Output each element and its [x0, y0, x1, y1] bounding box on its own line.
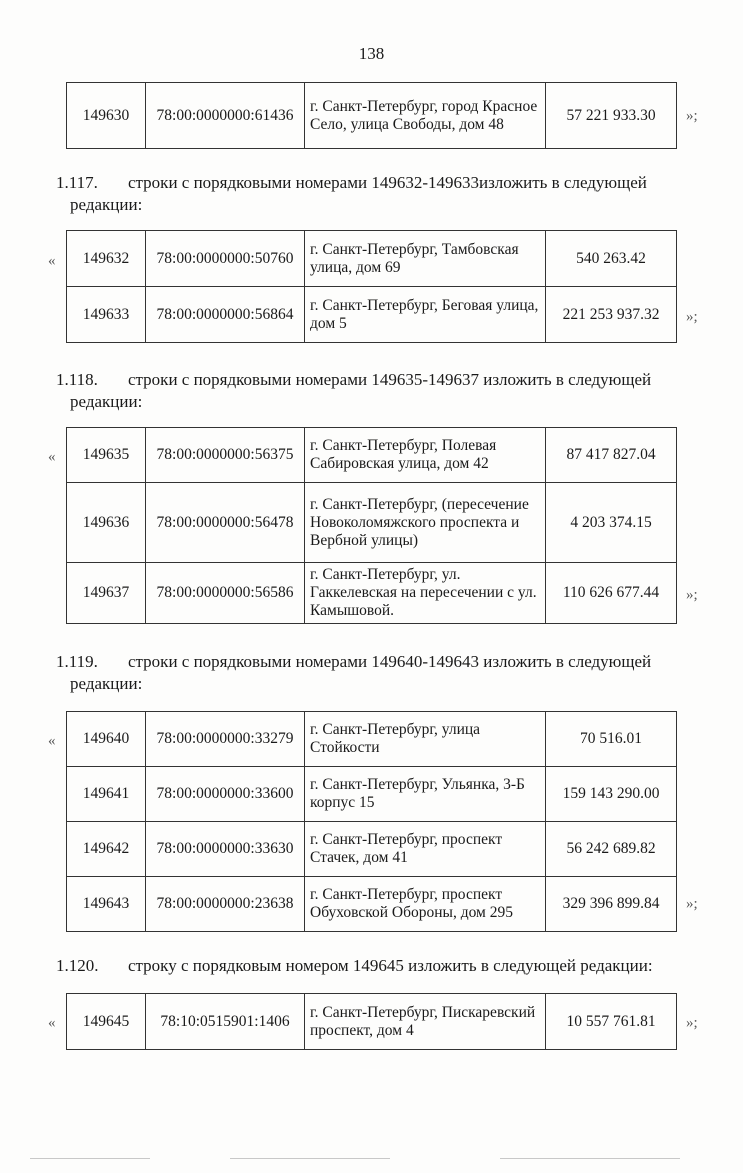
address: г. Санкт-Петербург, проспект Стачек, дом 41	[305, 822, 546, 877]
cadastral-number: 78:00:0000000:61436	[146, 83, 305, 149]
table-row	[67, 287, 677, 343]
section-number: 1.119.	[56, 652, 98, 671]
cadastral-value: 4 203 374.15	[546, 483, 677, 563]
address: г. Санкт-Петербург, проспект Обуховской Обороны, дом 295	[305, 877, 546, 932]
cadastral-value: 110 626 677.44	[546, 563, 677, 624]
section-text-cont: редакции:	[70, 392, 143, 411]
opening-quote: «	[48, 1015, 56, 1031]
cadastral-number: 78:10:0515901:1406	[146, 994, 305, 1050]
table-row	[67, 483, 677, 563]
cadastral-number: 78:00:0000000:50760	[146, 231, 305, 287]
table-2	[66, 427, 677, 624]
address: г. Санкт-Петербург, город Красное Село, улица Свободы, дом 48	[305, 83, 546, 149]
row-number: 149637	[67, 563, 146, 624]
section-number: 1.118.	[56, 370, 98, 389]
address: г. Санкт-Петербург, Тамбовская улица, дом 69	[305, 231, 546, 287]
cadastral-value: 540 263.42	[546, 231, 677, 287]
table-row	[67, 767, 677, 822]
closing-quote: »;	[686, 108, 698, 124]
cadastral-value: 56 242 689.82	[546, 822, 677, 877]
closing-quote: »;	[686, 1015, 698, 1031]
cadastral-number: 78:00:0000000:56864	[146, 287, 305, 343]
cadastral-number: 78:00:0000000:56586	[146, 563, 305, 624]
section-1-117	[56, 172, 702, 216]
opening-quote: «	[48, 449, 56, 465]
cadastral-number: 78:00:0000000:33279	[146, 712, 305, 767]
address: г. Санкт-Петербург, ул. Гаккелевская на пересечении с ул. Камышовой.	[305, 563, 546, 624]
row-number: 149641	[67, 767, 146, 822]
table-row	[67, 83, 677, 149]
cadastral-value: 329 396 899.84	[546, 877, 677, 932]
address: г. Санкт-Петербург, Пискаревский проспект, дом 4	[305, 994, 546, 1050]
row-number: 149635	[67, 428, 146, 483]
section-text: строки с порядковыми номерами 149632-149633изложить в следующей	[128, 173, 647, 192]
row-number: 149633	[67, 287, 146, 343]
cadastral-number: 78:00:0000000:56478	[146, 483, 305, 563]
cadastral-value: 221 253 937.32	[546, 287, 677, 343]
cadastral-value: 159 143 290.00	[546, 767, 677, 822]
address: г. Санкт-Петербург, Беговая улица, дом 5	[305, 287, 546, 343]
section-1-120	[56, 955, 702, 977]
table-row	[67, 563, 677, 624]
table-row	[67, 712, 677, 767]
row-number: 149630	[67, 83, 146, 149]
table-1	[66, 230, 677, 343]
row-number: 149643	[67, 877, 146, 932]
table-row	[67, 994, 677, 1050]
table-row	[67, 231, 677, 287]
row-number: 149632	[67, 231, 146, 287]
opening-quote: «	[48, 253, 56, 269]
cadastral-value: 57 221 933.30	[546, 83, 677, 149]
closing-quote: »;	[686, 587, 698, 603]
table-3	[66, 711, 677, 932]
table-row	[67, 822, 677, 877]
cadastral-number: 78:00:0000000:56375	[146, 428, 305, 483]
address: г. Санкт-Петербург, Ульянка, 3-Б корпус 15	[305, 767, 546, 822]
closing-quote: »;	[686, 309, 698, 325]
cadastral-number: 78:00:0000000:23638	[146, 877, 305, 932]
section-1-119	[56, 651, 702, 695]
table-row	[67, 877, 677, 932]
section-text-cont: редакции:	[70, 674, 143, 693]
cadastral-value: 70 516.01	[546, 712, 677, 767]
address: г. Санкт-Петербург, Полевая Сабировская улица, дом 42	[305, 428, 546, 483]
row-number: 149645	[67, 994, 146, 1050]
address: г. Санкт-Петербург, (пересечение Новоколомяжского проспекта и Вербной улицы)	[305, 483, 546, 563]
section-text: строку с порядковым номером 149645 изложить в следующей редакции:	[128, 956, 653, 975]
section-text: строки с порядковыми номерами 149640-149643 изложить в следующей	[128, 652, 652, 671]
section-number: 1.117.	[56, 173, 98, 192]
row-number: 149640	[67, 712, 146, 767]
section-text-cont: редакции:	[70, 195, 143, 214]
section-1-118	[56, 369, 702, 413]
scan-artifact-line	[500, 1158, 680, 1159]
section-number: 1.120.	[56, 956, 99, 975]
row-number: 149642	[67, 822, 146, 877]
closing-quote: »;	[686, 896, 698, 912]
table-4	[66, 993, 677, 1050]
table-row	[67, 428, 677, 483]
page-number: 138	[358, 44, 385, 63]
section-text: строки с порядковыми номерами 149635-149637 изложить в следующей	[128, 370, 652, 389]
scan-artifact-line	[30, 1158, 150, 1159]
address: г. Санкт-Петербург, улица Стойкости	[305, 712, 546, 767]
scan-artifact-line	[230, 1158, 390, 1159]
cadastral-number: 78:00:0000000:33630	[146, 822, 305, 877]
opening-quote: «	[48, 733, 56, 749]
cadastral-value: 87 417 827.04	[546, 428, 677, 483]
cadastral-number: 78:00:0000000:33600	[146, 767, 305, 822]
row-number: 149636	[67, 483, 146, 563]
table-0	[66, 82, 677, 149]
cadastral-value: 10 557 761.81	[546, 994, 677, 1050]
